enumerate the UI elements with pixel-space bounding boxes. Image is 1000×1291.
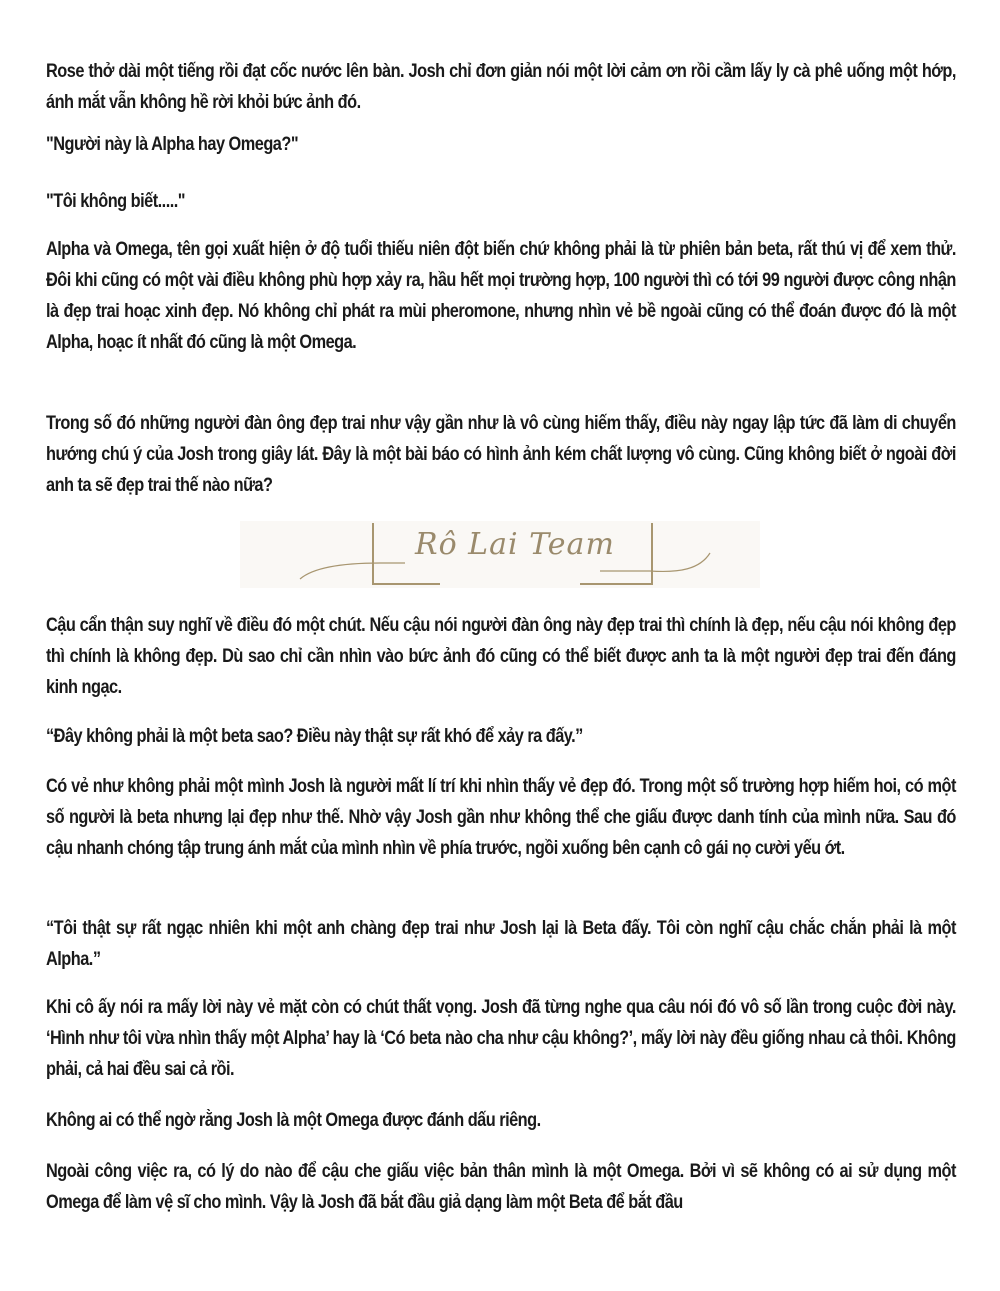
- paragraph-8: Có vẻ như không phải một mình Josh là người mất lí trí khi nhìn thấy vẻ đẹp đó. Trong một số trường hợp hiếm hoi, có một số người là beta nhưng lại đẹp như thế. Nhờ vậy Josh gần như không thể che giấu được danh tính của mình nữa. Sau đó cậu nhanh chóng tập trung ánh mắt của mình nhìn về phía trước, ngồi xuống bên cạnh cô gái nọ cười yếu ớt.: [46, 776, 956, 859]
- paragraph-5: Trong số đó những người đàn ông đẹp trai như vậy gần như là vô cùng hiếm thấy, điều này ngay lập tức đã làm di chuyển hướng chú ý của Josh trong giây lát. Đây là một bài báo có hình ảnh kém chất lượng vô cùng. Cũng không biết ở ngoài đời anh ta sẽ đẹp trai thế nào nữa?: [46, 413, 956, 496]
- paragraph-10: Khi cô ấy nói ra mấy lời này vẻ mặt còn có chút thất vọng. Josh đã từng nghe qua câu nói đó vô số lần trong cuộc đời này. ‘Hình như tôi vừa nhìn thấy một Alpha’ hay là ‘Có beta nào cha như cậu không?’, mấy lời này đều giống nhau cả thôi. Không phải, cả hai đều sai cả rồi.: [46, 997, 956, 1080]
- paragraph-11: Không ai có thể ngờ rằng Josh là một Omega được đánh dấu riêng.: [46, 1110, 541, 1131]
- paragraph-6: Cậu cẩn thận suy nghĩ về điều đó một chút. Nếu cậu nói người đàn ông này đẹp trai thì chính là đẹp, nếu cậu nói không đẹp thì chính là không đẹp. Dù sao chỉ cần nhìn vào bức ảnh đó cũng có thể biết được anh ta là một người đẹp trai đến đáng kinh ngạc.: [46, 615, 956, 698]
- banner-text: Rô Lai Team: [415, 527, 615, 562]
- paragraph-1: Rose thở dài một tiếng rồi đạt cốc nước lên bàn. Josh chỉ đơn giản nói một lời cảm ơn rồi cầm lấy ly cà phê uống một hớp, ánh mắt vẫn không hề rời khỏi bức ảnh đó.: [46, 61, 956, 113]
- paragraph-4: Alpha và Omega, tên gọi xuất hiện ở độ tuổi thiếu niên đột biến chứ không phải là từ phiên bản beta, rất thú vị để xem thử. Đôi khi cũng có một vài điều không phù hợp xảy ra, hầu hết mọi trường hợp, 100 người thì có tới 99 người được công nhận là đẹp trai hoạc xinh đẹp. Nó không chỉ phát ra mùi pheromone, nhưng nhìn vẻ bề ngoài cũng có thể đoán được đó là một Alpha, hoạc ít nhất đó cũng là một Omega.: [46, 239, 956, 353]
- paragraph-9: “Tôi thật sự rất ngạc nhiên khi một anh chàng đẹp trai như Josh lại là Beta đấy. Tôi còn nghĩ cậu chắc chắn phải là một Alpha.”: [46, 918, 956, 970]
- paragraph-7: “Đây không phải là một beta sao? Điều này thật sự rất khó để xảy ra đấy.”: [46, 726, 583, 747]
- paragraph-3: "Tôi không biết.....": [46, 191, 186, 212]
- paragraph-2: "Người này là Alpha hay Omega?": [46, 134, 299, 155]
- team-signature-banner: [240, 521, 760, 588]
- paragraph-12: Ngoài công việc ra, có lý do nào để cậu che giấu việc bản thân mình là một Omega. Bởi vì sẽ không có ai sử dụng một Omega để làm vệ sĩ cho mình. Vậy là Josh đã bắt đầu giả dạng làm một Beta để bắt đầu: [46, 1161, 956, 1213]
